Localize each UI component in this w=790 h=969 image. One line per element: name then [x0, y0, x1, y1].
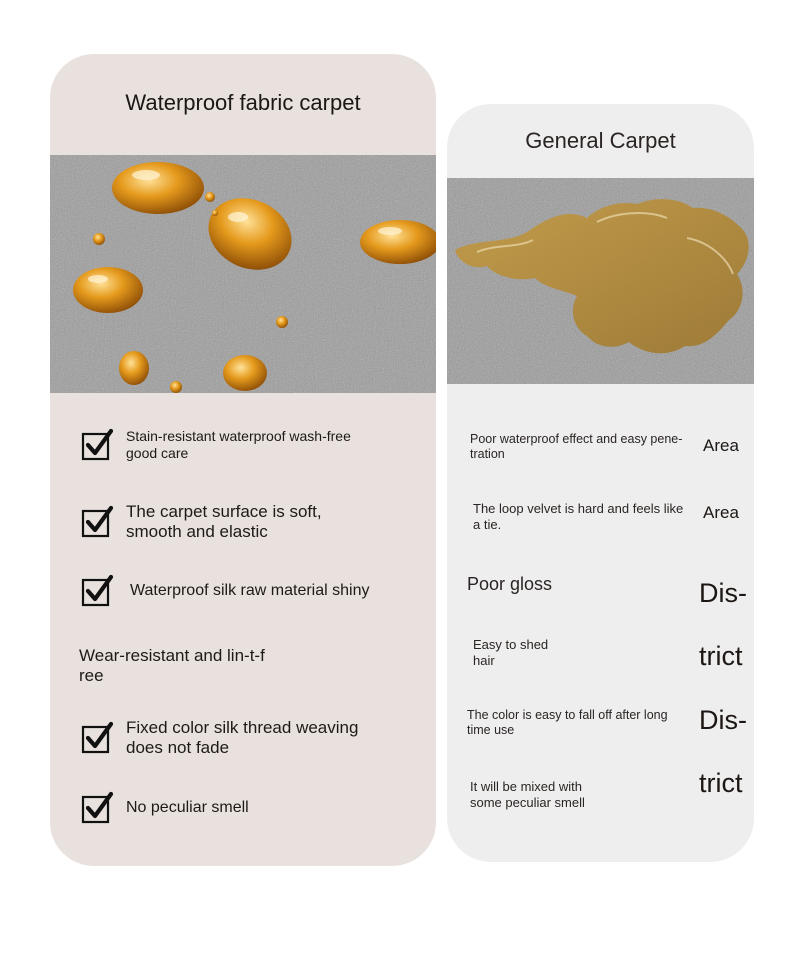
general-card-title: General Carpet: [525, 128, 676, 153]
feature-text: Stain-resistant waterproof wash-free good care: [126, 428, 351, 461]
comparison-tag: trict: [699, 641, 743, 671]
comparison-text: Poor gloss: [467, 574, 553, 594]
comparison-text: Easy to shed hair: [473, 637, 549, 668]
general-carpet-card: [447, 104, 754, 862]
comparison-text: The color is easy to fall off after long time use: [467, 708, 668, 737]
comparison-tag: Area: [703, 436, 739, 455]
checkmark-box-icon: [80, 721, 114, 755]
comparison-text: It will be mixed with some peculiar smell: [470, 779, 585, 810]
feature-text: No peculiar smell: [126, 799, 249, 817]
feature-row-6: [80, 791, 400, 825]
feature-text: The carpet surface is soft, smooth and elastic: [126, 502, 322, 542]
feature-row-2: [80, 502, 400, 543]
comparison-tag: Dis-: [699, 705, 747, 735]
comparison-tag: trict: [699, 768, 743, 798]
waterproof-card-title: Waterproof fabric carpet: [125, 90, 361, 115]
feature-row-3: [80, 574, 410, 608]
feature-text: Fixed color silk thread weaving does not fade: [126, 718, 359, 758]
stained-carpet-photo: [447, 178, 754, 384]
comparison-tag: Dis-: [699, 578, 747, 608]
feature-row-4: [79, 646, 279, 687]
checkmark-box-icon: [80, 428, 114, 462]
feature-text: Wear-resistant and lin-t-free: [79, 646, 265, 686]
waterproof-droplets-photo: [50, 155, 436, 393]
checkmark-box-icon: [80, 574, 114, 608]
feature-text: Waterproof silk raw material shiny: [130, 582, 370, 600]
comparison-tag: Area: [703, 503, 739, 522]
comparison-text: The loop velvet is hard and feels like a tie.: [473, 501, 684, 532]
checkmark-box-icon: [80, 791, 114, 825]
comparison-text: Poor waterproof effect and easy pene-tration: [470, 432, 683, 461]
feature-row-5: [80, 718, 400, 759]
feature-row-1: [80, 428, 400, 462]
checkmark-box-icon: [80, 505, 114, 539]
